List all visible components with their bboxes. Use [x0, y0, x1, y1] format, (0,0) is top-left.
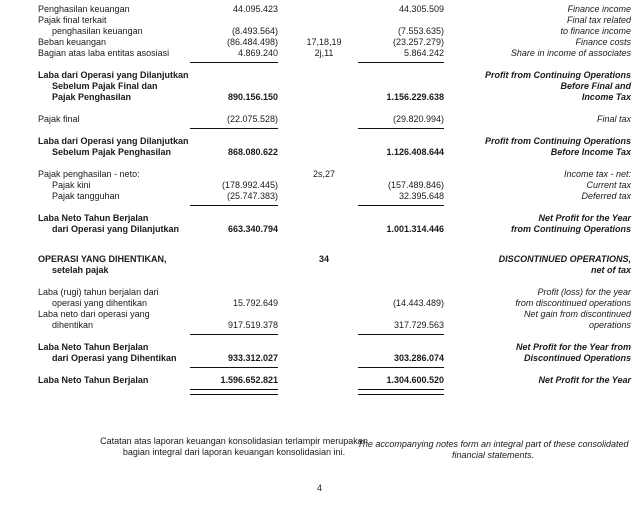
- label-line: Profit (loss) for the year: [537, 287, 631, 297]
- rule-segment-col2: [358, 205, 444, 206]
- label-english: [444, 191, 631, 202]
- label-line: Beban keuangan: [38, 37, 107, 47]
- double-rule: [38, 386, 631, 397]
- value-column-2: (157.489.846): [387, 180, 444, 190]
- value-column-1: (8.493.564): [231, 26, 278, 36]
- label-line: Pajak final terkait: [38, 15, 107, 25]
- label-line: Bagian atas laba entitas asosiasi: [38, 48, 170, 58]
- label-line: Pajak penghasilan - neto:: [38, 169, 140, 179]
- value-column-1: 663.340.794: [227, 224, 278, 234]
- label-english: [444, 70, 631, 103]
- row-profit-continuing-before-income-tax: [38, 136, 631, 158]
- label-english: [444, 15, 631, 37]
- label-english: [444, 4, 631, 15]
- label-line: Net gain from discontinued: [523, 309, 631, 319]
- single-rule: [38, 364, 631, 371]
- value-column-2: 317.729.563: [393, 320, 444, 330]
- label-line: OPERASI YANG DIHENTIKAN,: [38, 254, 167, 264]
- value-column-1: (178.992.445): [221, 180, 278, 190]
- label-line: Finance income: [567, 4, 631, 14]
- row-finance-income: [38, 4, 631, 15]
- label-line: Income tax - net:: [563, 169, 631, 179]
- label-english: [444, 213, 631, 235]
- label-line: Final tax: [596, 114, 631, 124]
- value-column-1: 1.596.652.821: [220, 375, 278, 385]
- row-net-gain-discontinued: [38, 309, 631, 331]
- rule-segment-col1: [190, 389, 278, 395]
- label-line: Current tax: [586, 180, 631, 190]
- label-line: operasi yang dihentikan: [52, 298, 148, 308]
- value-column-1: 890.156.150: [227, 92, 278, 102]
- value-column-1: 933.312.027: [227, 353, 278, 363]
- label-english: [444, 180, 631, 191]
- label-line: Net Profit for the Year from: [515, 342, 631, 352]
- label-line: Income Tax: [581, 92, 631, 102]
- row-finance-costs: [38, 37, 631, 48]
- label-line: Laba (rugi) tahun berjalan dari: [38, 287, 159, 297]
- value-column-2: (29.820.994): [392, 114, 444, 124]
- label-indonesian: [38, 287, 210, 309]
- label-indonesian: [38, 191, 210, 202]
- label-line: operations: [588, 320, 631, 330]
- label-line: Laba dari Operasi yang Dilanjutkan: [38, 70, 189, 80]
- rule-segment-col1: [190, 205, 278, 206]
- label-english: [444, 375, 631, 386]
- label-line: Net Profit for the Year: [538, 213, 631, 223]
- rule-segment-col2: [358, 128, 444, 129]
- label-line: Sebelum Pajak Final dan: [52, 81, 158, 91]
- footer-note-english: The accompanying notes form an integral part of these consolidated financial statements.: [357, 439, 629, 460]
- label-line: from discontinued operations: [515, 298, 631, 308]
- rule-segment-col2: [358, 62, 444, 63]
- note-reference: 17,18,19: [306, 37, 342, 47]
- row-final-tax-related-to-finance-income: [38, 15, 631, 37]
- label-line: from Continuing Operations: [511, 224, 631, 234]
- rule-segment-col2: [358, 334, 444, 335]
- label-line: Laba Neto Tahun Berjalan: [38, 375, 149, 385]
- value-column-2: (23.257.279): [392, 37, 444, 47]
- note-reference: 34: [318, 254, 329, 264]
- label-line: DISCONTINUED OPERATIONS,: [498, 254, 631, 264]
- row-share-in-income-of-associates: [38, 48, 631, 59]
- label-line: dihentikan: [52, 320, 94, 330]
- row-discontinued-operations-header: [38, 254, 631, 276]
- rule-segment-col1: [190, 367, 278, 368]
- row-net-profit-year: [38, 375, 631, 386]
- footer-note-indonesian: Catatan atas laporan keuangan konsolidasian terlampir merupakan bagian integral dari laporan keuangan konsolidasian ini.: [100, 436, 368, 457]
- row-net-profit-year-continuing: [38, 213, 631, 235]
- rule-segment-col1: [190, 334, 278, 335]
- single-rule: [38, 59, 631, 66]
- rule-segment-col2: [358, 367, 444, 368]
- value-column-1: (25.747.383): [226, 191, 278, 201]
- label-line: Finance costs: [575, 37, 631, 47]
- label-line: Laba neto dari operasi yang: [38, 309, 150, 319]
- label-indonesian: [38, 48, 210, 59]
- value-column-1: (22.075.528): [226, 114, 278, 124]
- value-column-2: 44.305.509: [398, 4, 444, 14]
- label-line: to finance income: [560, 26, 631, 36]
- label-english: [444, 309, 631, 331]
- label-indonesian: [38, 254, 210, 276]
- label-line: Profit from Continuing Operations: [485, 70, 631, 80]
- label-line: Share in income of associates: [510, 48, 631, 58]
- label-english: [444, 254, 631, 276]
- label-english: [444, 287, 631, 309]
- row-final-tax: [38, 114, 631, 125]
- row-profit-loss-discontinued: [38, 287, 631, 309]
- value-column-2: 32.395.648: [398, 191, 444, 201]
- row-deferred-tax: [38, 191, 631, 202]
- value-column-2: 1.001.314.446: [386, 224, 444, 234]
- value-column-2: (7.553.635): [397, 26, 444, 36]
- page-number: 4: [316, 483, 322, 493]
- single-rule: [38, 331, 631, 338]
- row-net-profit-year-discontinued: [38, 342, 631, 364]
- label-line: Final tax related: [566, 15, 631, 25]
- single-rule: [38, 125, 631, 132]
- label-indonesian: [38, 70, 210, 103]
- value-column-1: 4.869.240: [237, 48, 278, 58]
- value-column-2: 5.864.242: [403, 48, 444, 58]
- label-english: [444, 114, 631, 125]
- label-line: net of tax: [590, 265, 631, 275]
- label-indonesian: [38, 15, 210, 37]
- label-indonesian: [38, 4, 210, 15]
- label-indonesian: [38, 342, 210, 364]
- rule-segment-col1: [190, 128, 278, 129]
- value-column-1: 15.792.649: [232, 298, 278, 308]
- value-column-2: 1.126.408.644: [386, 147, 444, 157]
- label-english: [444, 136, 631, 158]
- value-column-1: 44.095.423: [232, 4, 278, 14]
- label-indonesian: [38, 169, 210, 180]
- single-rule: [38, 202, 631, 209]
- note-reference: 2j,11: [314, 48, 334, 58]
- label-english: [444, 37, 631, 48]
- label-line: Laba Neto Tahun Berjalan: [38, 342, 149, 352]
- label-english: [444, 342, 631, 364]
- note-reference: 2s,27: [312, 169, 336, 179]
- row-income-tax-net: [38, 169, 631, 180]
- label-line: Penghasilan keuangan: [38, 4, 130, 14]
- value-column-1: 868.080.622: [227, 147, 278, 157]
- label-line: Pajak kini: [52, 180, 91, 190]
- label-indonesian: [38, 114, 210, 125]
- label-line: Deferred tax: [581, 191, 631, 201]
- label-english: [444, 169, 631, 180]
- label-line: Before Final and: [560, 81, 631, 91]
- value-column-2: 1.156.229.638: [386, 92, 444, 102]
- label-line: dari Operasi yang Dilanjutkan: [52, 224, 180, 234]
- label-line: setelah pajak: [52, 265, 109, 275]
- label-indonesian: [38, 309, 210, 331]
- row-profit-continuing-before-final-and-income-tax: [38, 70, 631, 103]
- rule-segment-col1: [190, 62, 278, 63]
- value-column-1: (86.484.498): [226, 37, 278, 47]
- label-line: penghasilan keuangan: [52, 26, 143, 36]
- label-line: dari Operasi yang Dihentikan: [52, 353, 177, 363]
- label-english: [444, 48, 631, 59]
- label-line: Pajak final: [38, 114, 80, 124]
- label-indonesian: [38, 37, 210, 48]
- value-column-1: 917.519.378: [227, 320, 278, 330]
- label-line: Pajak tangguhan: [52, 191, 120, 201]
- label-line: Before Income Tax: [550, 147, 631, 157]
- label-line: Net Profit for the Year: [538, 375, 631, 385]
- value-column-2: 1.304.600.520: [386, 375, 444, 385]
- value-column-2: 303.286.074: [393, 353, 444, 363]
- label-line: Pajak Penghasilan: [52, 92, 132, 102]
- rule-segment-col2: [358, 389, 444, 395]
- value-column-2: (14.443.489): [392, 298, 444, 308]
- label-indonesian: [38, 136, 210, 158]
- label-line: Laba Neto Tahun Berjalan: [38, 213, 149, 223]
- label-line: Sebelum Pajak Penghasilan: [52, 147, 172, 157]
- label-indonesian: [38, 375, 210, 386]
- row-current-tax: [38, 180, 631, 191]
- label-indonesian: [38, 180, 210, 191]
- label-line: Profit from Continuing Operations: [485, 136, 631, 146]
- label-indonesian: [38, 213, 210, 235]
- label-line: Discontinued Operations: [523, 353, 631, 363]
- label-line: Laba dari Operasi yang Dilanjutkan: [38, 136, 189, 146]
